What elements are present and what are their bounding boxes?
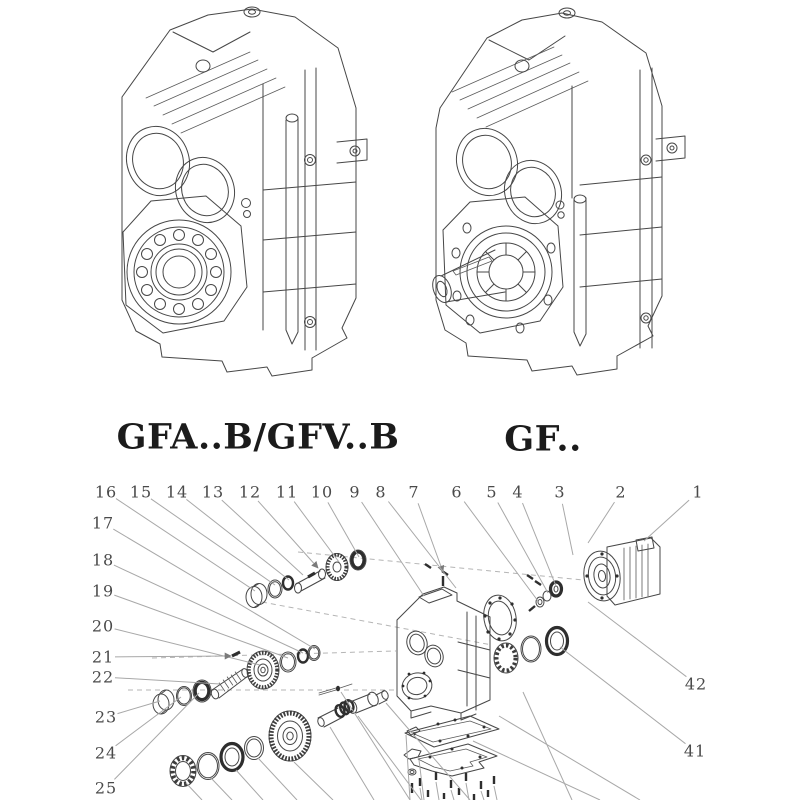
part-number-23: 23: [94, 707, 118, 727]
leader-line-14: [186, 499, 289, 580]
housing-and-motor-parts: [397, 537, 660, 720]
part-number-24: 24: [94, 743, 118, 763]
part-number-22: 22: [91, 667, 115, 687]
exploded-view-drawing: [128, 537, 660, 800]
leader-line-6: [464, 502, 538, 601]
part-number-6: 6: [451, 482, 463, 502]
part-number-7: 7: [408, 482, 420, 502]
part-number-9: 9: [349, 482, 361, 502]
leader-line-7: [418, 503, 443, 572]
gearbox-drawing-gfab: [117, 7, 367, 376]
leader-line-3: [562, 504, 573, 555]
part-number-2: 2: [615, 482, 627, 502]
leader-line-2: [588, 502, 615, 543]
leader-line-15: [151, 499, 275, 585]
leader-line-20: [115, 629, 260, 665]
bottom-cover-parts: [404, 716, 499, 800]
part-number-42: 42: [684, 674, 708, 694]
leader-line-1: [644, 500, 689, 541]
leader-line-9: [362, 502, 424, 596]
leader-line-10: [328, 502, 359, 557]
part-number-5: 5: [486, 482, 498, 502]
model-label-gf: GF..: [504, 418, 582, 460]
part-number-13: 13: [201, 482, 225, 502]
leader-line-4: [523, 503, 557, 586]
leader-line-21: [115, 656, 231, 657]
part-number-17: 17: [91, 513, 115, 533]
part-number-25: 25: [94, 778, 118, 798]
flange-spokes: [477, 243, 535, 301]
leader-line-42: [588, 602, 686, 677]
part-number-3: 3: [554, 482, 566, 502]
part-number-14: 14: [165, 482, 189, 502]
part-number-16: 16: [94, 482, 118, 502]
bearing-ball-ring: [137, 230, 222, 315]
part-number-4: 4: [512, 482, 524, 502]
part-number-19: 19: [91, 581, 115, 601]
model-label-gfab: GFA..B/GFV..B: [116, 416, 400, 458]
leader-line-16: [116, 499, 255, 591]
numbered-leader-lines: [113, 499, 689, 780]
part-number-41: 41: [683, 741, 707, 761]
leader-line-19: [114, 595, 288, 658]
part-number-12: 12: [238, 482, 262, 502]
leader-line-12: [258, 501, 318, 568]
part-number-10: 10: [310, 482, 334, 502]
part-number-15: 15: [129, 482, 153, 502]
part-number-21: 21: [91, 647, 115, 667]
part-number-18: 18: [91, 550, 115, 570]
part-number-20: 20: [91, 616, 115, 636]
part-number-8: 8: [375, 482, 387, 502]
part-number-11: 11: [275, 482, 299, 502]
input-shaft-parts: [246, 550, 366, 608]
part-number-1: 1: [692, 482, 704, 502]
leader-line-22: [115, 678, 220, 684]
leader-line-18: [114, 565, 303, 653]
gearbox-drawing-gf: [429, 8, 685, 375]
leader-line-25: [114, 693, 199, 779]
